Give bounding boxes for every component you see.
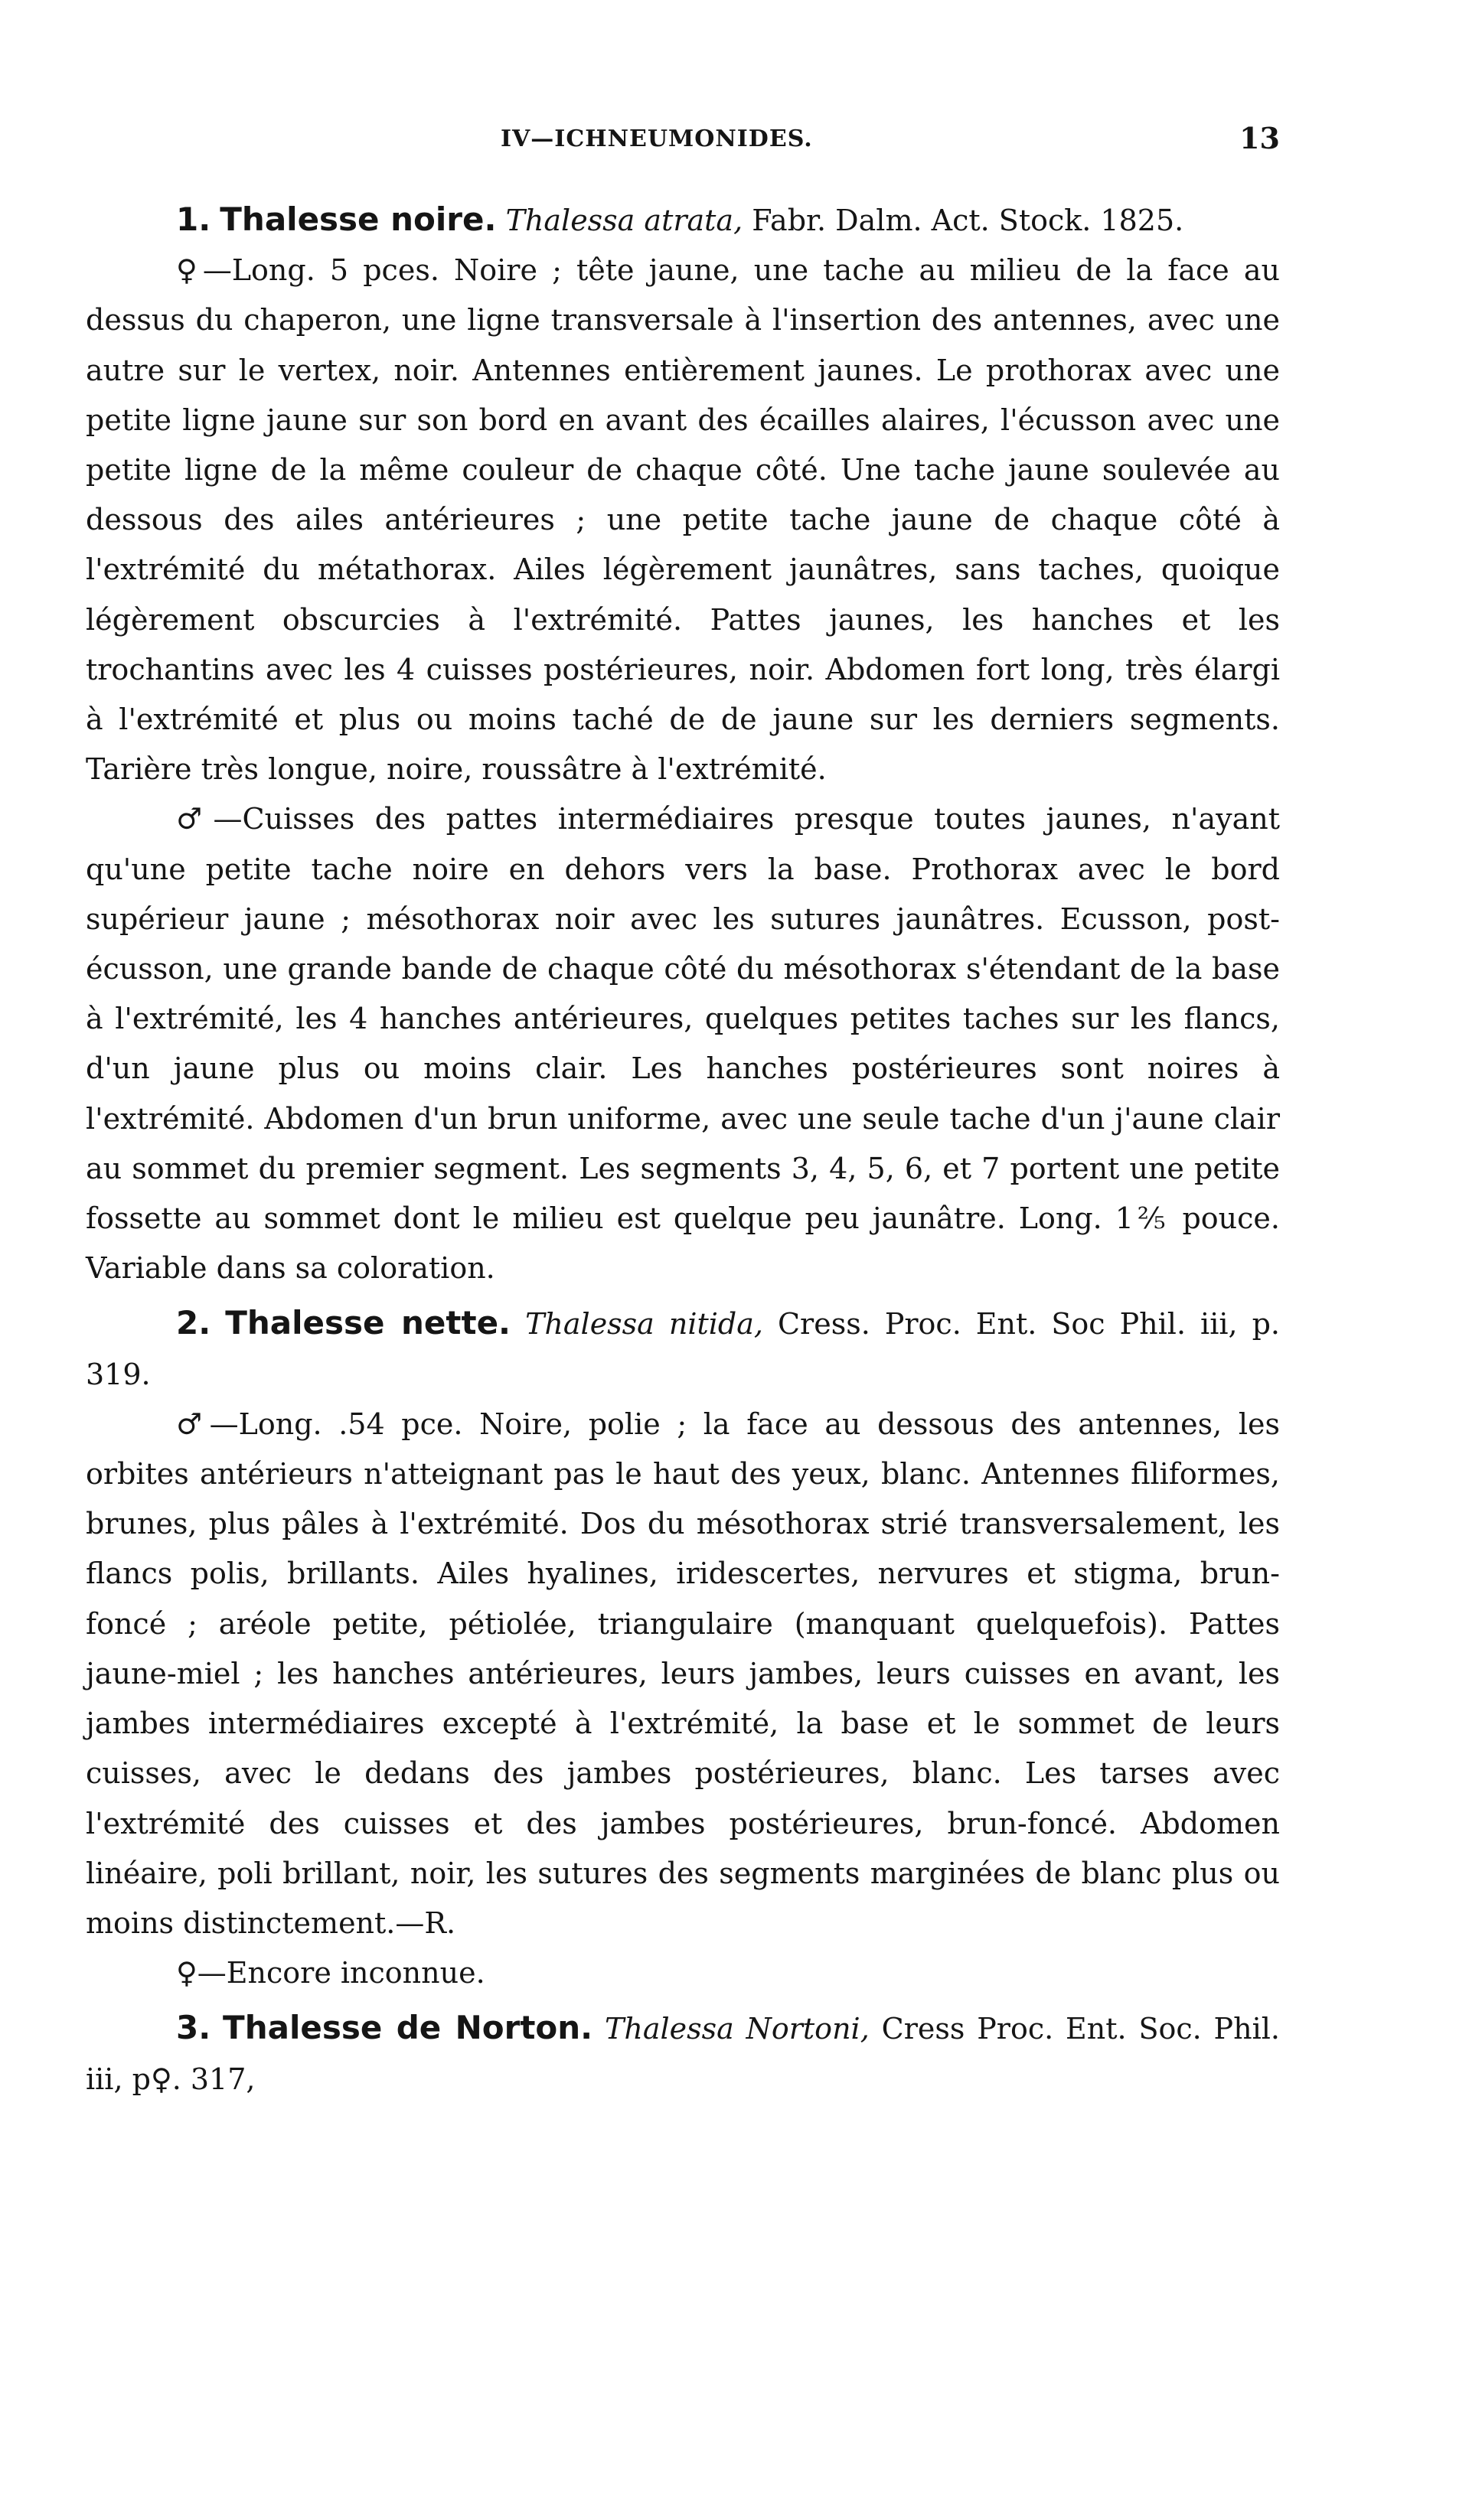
species-heading	[86, 2003, 1280, 2104]
page	[86, 115, 1280, 2104]
latin-name: Thalessa nitida,	[525, 1307, 763, 1342]
running-head-title: IV—ICHNEUMONIDES.	[501, 126, 813, 152]
reference: Cress. Proc. Ent. Soc Phil. iii, p. 319.	[86, 1307, 1281, 1391]
species-entry	[86, 2003, 1280, 2104]
description-paragraph: ♀—Encore inconnue.	[176, 1956, 485, 1990]
species-name: Thalesse noire.	[220, 200, 497, 238]
reference: Fabr. Dalm. Act. Stock. 1825.	[743, 204, 1184, 237]
species-number: 2.	[176, 1304, 211, 1342]
species-number: 3.	[176, 2009, 211, 2047]
species-entry	[86, 1298, 1280, 1998]
description-paragraph: ♂—Long. .54 pce. Noire, polie ; la face au dessous des antennes, les orbites antérieurs n'atteignant pas le haut des yeux, blanc. Antennes filiformes, brunes, plus pâles à l'extrémité. Dos du mésothorax strié transversalement, les flancs polis, brillants. Ailes hyalines, iridescertes, nervures et stigma, brun-foncé ; aréole petite, pétiolée, triangulaire (manquant quelquefois). Pattes jaune-miel ; les hanches antérieures, leurs jambes, leurs cuisses en avant, les jambes intermédiaires excepté à l'extrémité, la base et le sommet de leurs cuisses, avec le dedans des jambes postérieures, blanc. Les tarses avec l'extrémité des cuisses et des jambes postérieures, brun-foncé. Abdomen linéaire, poli brillant, noir, les sutures des segments marginées de blanc plus ou moins distinctement.—R.	[86, 1407, 1280, 1940]
latin-name: Thalessa Nortoni,	[605, 2012, 870, 2046]
running-head	[86, 115, 1280, 168]
description-paragraph: ♂—Cuisses des pattes intermédiaires presque toutes jaunes, n'ayant qu'une petite tache noire en dehors vers la base. Prothorax avec le bord supérieur jaune ; mésothorax noir avec les sutures jaunâtres. Ecusson, post-écusson, une grande bande de chaque côté du mésothorax s'étendant de la base à l'extrémité, les 4 hanches antérieures, quelques petites taches sur les flancs, d'un jaune plus ou moins clair. Les hanches postérieures sont noires à l'extrémité. Abdomen d'un brun uniforme, avec une seule tache d'un j'aune clair au sommet du premier segment. Les segments 3, 4, 5, 6, et 7 portent une petite fossette au sommet dont le milieu est quelque peu jaunâtre. Long. 1⅖ pouce. Variable dans sa coloration.	[86, 802, 1280, 1286]
species-heading	[86, 194, 1280, 246]
page-number: 13	[1239, 121, 1280, 155]
description-paragraph: ♀—Long. 5 pces. Noire ; tête jaune, une tache au milieu de la face au dessus du chaperon, une ligne transversale à l'insertion des antennes, avec une autre sur le vertex, noir. Antennes entièrement jaunes. Le prothorax avec une petite ligne jaune sur son bord en avant des écailles alaires, l'écusson avec une petite ligne de la même couleur de chaque côté. Une tache jaune soulevée au dessous des ailes antérieures ; une petite tache jaune de chaque côté à l'extrémité du métathorax. Ailes légèrement jaunâtres, sans taches, quoique légèrement obscurcies à l'extrémité. Pattes jaunes, les hanches et les trochantins avec les 4 cuisses postérieures, noir. Abdomen fort long, très élargi à l'extrémité et plus ou moins taché de de jaune sur les derniers segments. Tarière très longue, noire, roussâtre à l'extrémité.	[86, 253, 1280, 787]
species-name: Thalesse nette.	[225, 1304, 511, 1342]
reference: Cress Proc. Ent. Soc. Phil. iii, p♀. 317,	[86, 2012, 1280, 2096]
species-heading	[86, 1298, 1280, 1399]
latin-name: Thalessa atrata,	[505, 204, 743, 237]
species-number: 1.	[176, 200, 211, 238]
species-name: Thalesse de Norton.	[223, 2009, 593, 2047]
species-entry	[86, 194, 1280, 1293]
